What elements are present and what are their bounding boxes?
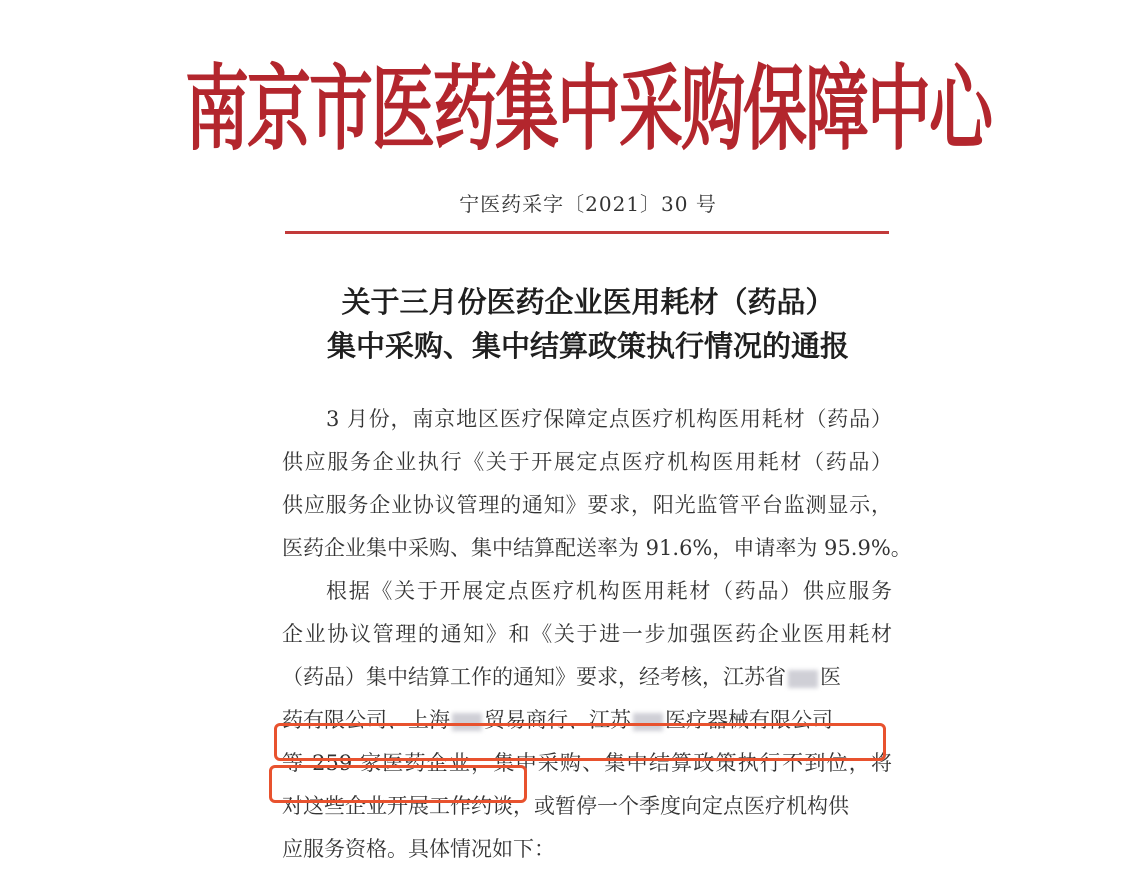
paragraph-2-line: 企业协议管理的通知》和《关于进一步加强医药企业医用耗材 (282, 622, 892, 646)
title-line-1: 关于三月份医药企业医用耗材（药品） (341, 285, 835, 319)
paragraph-2-line-highlighted: 等 259 家医药企业，集中采购、集中结算政策执行不到位，将 (282, 751, 892, 775)
paragraph-2-line: 应服务资格。具体情况如下： (282, 837, 555, 861)
text-segment-highlighted: 对这些企业开展工作约谈， (282, 794, 534, 818)
highlight-box (274, 723, 886, 761)
redacted-blur (788, 670, 818, 688)
highlight-box (269, 765, 527, 803)
title-line-2: 集中采购、集中结算政策执行情况的通报 (326, 329, 849, 363)
masthead-title: 南京市医药集中采购保障中心 (185, 55, 991, 165)
text-segment: （药品）集中结算工作的通知》要求，经考核，江苏省 (282, 665, 786, 689)
text-segment: 医 (820, 665, 841, 689)
text-segment: 医疗器械有限公司 (665, 708, 833, 732)
red-divider (285, 231, 889, 234)
paragraph-1-line: 3 月份，南京地区医疗保障定点医疗机构医用耗材（药品） (326, 407, 892, 431)
paragraph-1-line: 供应服务企业协议管理的通知》要求，阳光监管平台监测显示， (282, 493, 892, 517)
paragraph-1-line: 医药企业集中采购、集中结算配送率为 91.6%，申请率为 95.9%。 (282, 536, 912, 560)
notice-title (288, 280, 888, 368)
paragraph-1-line: 供应服务企业执行《关于开展定点医疗机构医用耗材（药品） (282, 450, 892, 474)
text-segment: 或暂停一个季度向定点医疗机构供 (534, 794, 849, 818)
paragraph-2-line (282, 656, 892, 699)
text-segment: 药有限公司、上海 (282, 708, 450, 732)
text-segment: 贸易商行、江苏 (484, 708, 631, 732)
paragraph-2-line: 根据《关于开展定点医疗机构医用耗材（药品）供应服务 (326, 579, 892, 603)
document-number: 宁医药采字〔2021〕30 号 (459, 192, 717, 216)
